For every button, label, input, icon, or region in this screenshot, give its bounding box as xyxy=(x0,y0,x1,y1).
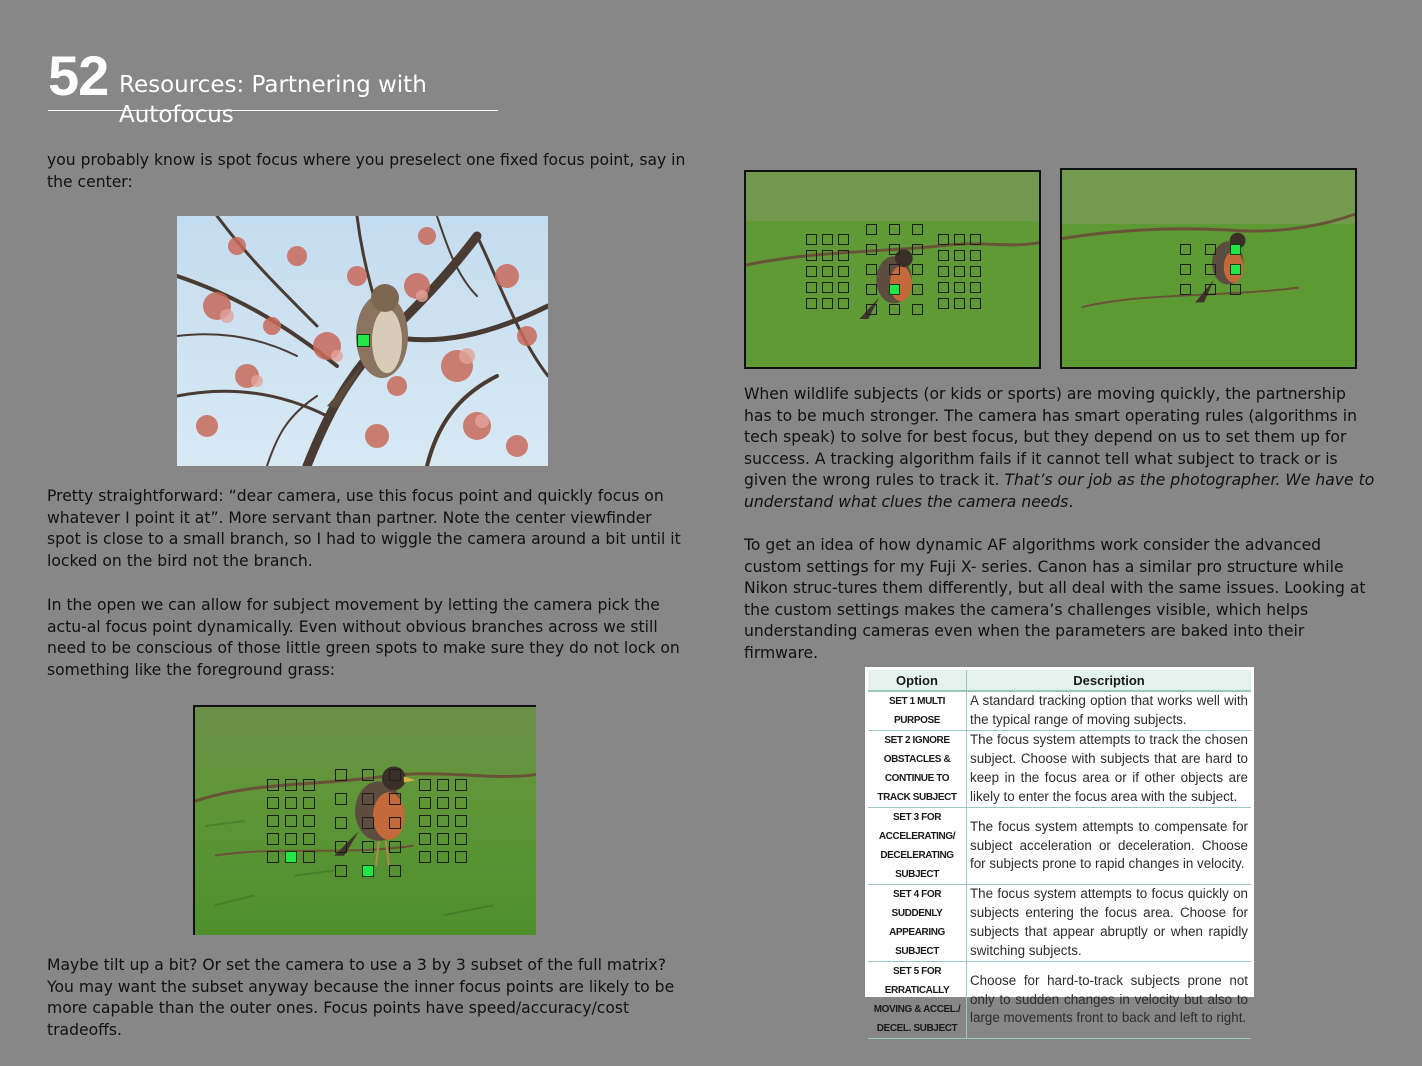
focus-point xyxy=(889,224,900,235)
description-cell: The focus system attempts to track the chosen subject. Choose with subjects that are hard to keep in the focus area or if other objects are likely to enter the focus area with the subject. xyxy=(967,731,1252,808)
paragraph-wildlife-text: When wildlife subjects (or kids or sports) are moving quickly, the partnership has to be much stronger. The camera has smart operating rules (algorithms in tech speak) to solve for best focus, but they depend on us to set them up for success. A tracking algorithm fails if it cannot tell what subject to track or is given the wrong rules to track it. xyxy=(744,385,1357,490)
photo-bird-in-blossom-tree xyxy=(177,216,548,466)
focus-point xyxy=(335,793,347,805)
paragraph-tilt-up: Maybe tilt up a bit? Or set the camera to use a 3 by 3 subset of the full matrix? You may want the subset anyway because the inner focus points are likely to be more capable than the outer ones. Focus points have speed/accuracy/cost tradeoffs. xyxy=(47,956,675,1039)
focus-point xyxy=(303,833,315,845)
focus-point xyxy=(806,298,817,309)
focus-point xyxy=(970,282,981,293)
active-focus-point xyxy=(1230,244,1241,255)
focus-point xyxy=(912,264,923,275)
active-focus-point xyxy=(889,284,900,295)
focus-point xyxy=(437,779,449,791)
focus-point xyxy=(455,779,467,791)
focus-point xyxy=(970,234,981,245)
focus-point xyxy=(866,244,877,255)
option-cell: SET 4 FOR SUDDENLY APPEARING SUBJECT xyxy=(868,885,967,962)
focus-point xyxy=(437,833,449,845)
photo-robin-full-focus-matrix xyxy=(193,705,536,935)
active-focus-point xyxy=(362,865,374,877)
focus-point xyxy=(1205,244,1216,255)
focus-point xyxy=(389,793,401,805)
paragraph-spot-focus-intro: you probably know is spot focus where you preselect one fixed focus point, say in the center: xyxy=(47,151,686,191)
focus-point xyxy=(912,284,923,295)
column-header-option: Option xyxy=(868,670,967,691)
focus-point xyxy=(267,815,279,827)
paragraph-open-movement: In the open we can allow for subject movement by letting the camera pick the actu-al focus point dynamically. Even without obvious branches across we still need to be conscious of those little green spots to make sure they do not lock on something like the foreground grass: xyxy=(47,596,680,679)
description-cell: Choose for hard-to-track subjects prone not only to sudden changes in velocity but also to large movements front to back and left to right. xyxy=(967,962,1252,1039)
focus-point xyxy=(267,851,279,863)
focus-point xyxy=(912,244,923,255)
focus-point xyxy=(437,815,449,827)
focus-point xyxy=(970,250,981,261)
option-cell: SET 5 FOR ERRATICALLY MOVING & ACCEL./ DECEL. SUBJECT xyxy=(868,962,967,1039)
active-focus-point xyxy=(1230,264,1241,275)
focus-point xyxy=(866,224,877,235)
focus-point xyxy=(866,264,877,275)
focus-point xyxy=(838,266,849,277)
focus-point xyxy=(303,851,315,863)
focus-point xyxy=(938,282,949,293)
focus-point xyxy=(838,250,849,261)
table-row xyxy=(868,885,1251,962)
focus-point xyxy=(389,865,401,877)
focus-point xyxy=(889,304,900,315)
af-custom-settings-table xyxy=(865,667,1254,1034)
focus-point xyxy=(1230,284,1241,295)
focus-point xyxy=(455,815,467,827)
focus-point xyxy=(938,266,949,277)
focus-point xyxy=(889,264,900,275)
focus-point xyxy=(437,797,449,809)
paragraph-straightforward: Pretty straightforward: “dear camera, use this focus point and quickly focus on whatever I point it at”. More servant than partner. Note the center viewfinder spot is close to a small branch, so I had to wiggle the camera around a bit until it locked on the bird not the branch. xyxy=(47,487,681,570)
focus-point xyxy=(303,797,315,809)
paragraph-wildlife-italic: That’s our job as the photographer. We have to understand what clues the camera needs xyxy=(744,471,1375,511)
description-cell: The focus system attempts to compensate for subject acceleration or deceleration. Choose for subjects prone to rapid changes in velocity. xyxy=(967,808,1252,885)
focus-point xyxy=(912,224,923,235)
paragraph-wildlife-end: . xyxy=(1068,492,1074,511)
table-row xyxy=(868,962,1251,1039)
focus-point xyxy=(954,250,965,261)
focus-point xyxy=(970,266,981,277)
focus-point xyxy=(806,234,817,245)
focus-point xyxy=(362,841,374,853)
focus-point xyxy=(285,815,297,827)
photo-robin-3x3-subset xyxy=(1060,168,1357,369)
focus-point xyxy=(1205,264,1216,275)
focus-point xyxy=(1180,244,1191,255)
page-number: 52 xyxy=(48,44,109,107)
focus-point xyxy=(335,841,347,853)
focus-point xyxy=(419,851,431,863)
focus-point xyxy=(838,298,849,309)
table-row xyxy=(868,691,1251,731)
focus-point xyxy=(389,817,401,829)
focus-point xyxy=(822,234,833,245)
focus-point xyxy=(938,234,949,245)
focus-point xyxy=(303,815,315,827)
focus-point xyxy=(455,851,467,863)
focus-point xyxy=(389,841,401,853)
focus-point xyxy=(822,250,833,261)
focus-point xyxy=(838,234,849,245)
focus-point xyxy=(303,779,315,791)
focus-point xyxy=(938,298,949,309)
focus-point xyxy=(285,833,297,845)
focus-point xyxy=(954,234,965,245)
focus-point xyxy=(285,779,297,791)
focus-point xyxy=(362,769,374,781)
table-row xyxy=(868,731,1251,808)
option-cell: SET 3 FOR ACCELERATING/ DECELERATING SUBJECT xyxy=(868,808,967,885)
table-row xyxy=(868,808,1251,885)
active-focus-point xyxy=(357,334,370,347)
focus-point xyxy=(362,793,374,805)
focus-point xyxy=(1180,264,1191,275)
focus-point xyxy=(866,304,877,315)
paragraph-dynamic-af: To get an idea of how dynamic AF algorithms work consider the advanced custom settings for my Fuji X- series. Canon has a similar pro structure while Nikon struc-tures them differently, but all deal with the same issues. Looking at the custom settings makes the camera’s challenges visible, which helps understanding cameras even when the parameters are baked into their firmware. xyxy=(744,536,1366,662)
paragraph-wildlife-partnership xyxy=(744,384,1376,514)
focus-point xyxy=(267,833,279,845)
option-cell: SET 1 MULTI PURPOSE xyxy=(868,691,967,731)
description-cell: A standard tracking option that works well with the typical range of moving subjects. xyxy=(967,691,1252,731)
focus-point xyxy=(822,298,833,309)
focus-point xyxy=(838,282,849,293)
focus-point xyxy=(285,797,297,809)
focus-point xyxy=(419,779,431,791)
focus-point xyxy=(267,779,279,791)
focus-point xyxy=(806,266,817,277)
focus-point xyxy=(455,833,467,845)
focus-point xyxy=(335,769,347,781)
focus-point xyxy=(389,769,401,781)
focus-point xyxy=(419,833,431,845)
focus-point xyxy=(419,797,431,809)
focus-point xyxy=(419,815,431,827)
focus-point xyxy=(455,797,467,809)
focus-point xyxy=(267,797,279,809)
focus-point xyxy=(889,244,900,255)
option-cell: SET 2 IGNORE OBSTACLES & CONTINUE TO TRACK SUBJECT xyxy=(868,731,967,808)
focus-point xyxy=(866,284,877,295)
page-header xyxy=(48,42,498,128)
description-cell: The focus system attempts to focus quickly on subjects entering the focus area. Choose for subjects that appear abruptly or when rapidly switching subjects. xyxy=(967,885,1252,962)
focus-point xyxy=(806,282,817,293)
focus-point xyxy=(822,266,833,277)
focus-point xyxy=(335,865,347,877)
focus-point xyxy=(954,266,965,277)
page-title: Resources: Partnering with Autofocus xyxy=(119,72,427,128)
focus-point xyxy=(954,298,965,309)
focus-point xyxy=(912,304,923,315)
focus-point xyxy=(806,250,817,261)
focus-point xyxy=(938,250,949,261)
column-header-description: Description xyxy=(967,670,1252,691)
photo-robin-focus-matrix-right xyxy=(744,170,1041,369)
focus-point xyxy=(954,282,965,293)
focus-point xyxy=(1205,284,1216,295)
focus-point xyxy=(970,298,981,309)
focus-point xyxy=(1180,284,1191,295)
focus-point xyxy=(822,282,833,293)
focus-point xyxy=(362,817,374,829)
active-focus-point xyxy=(285,851,297,863)
focus-point xyxy=(437,851,449,863)
focus-point xyxy=(335,817,347,829)
